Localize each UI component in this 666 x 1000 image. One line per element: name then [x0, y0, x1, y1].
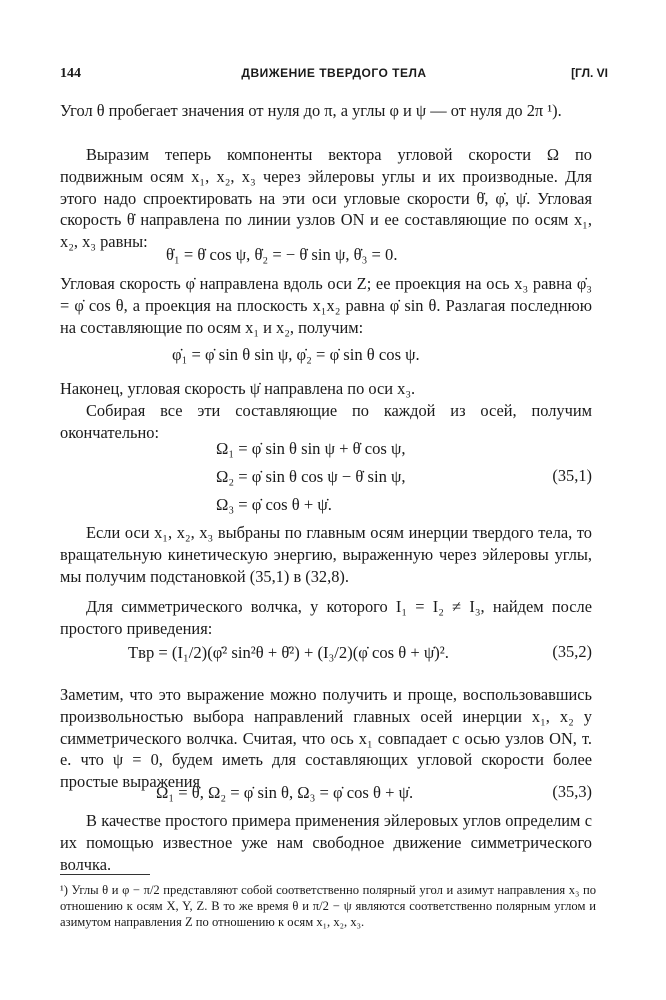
equation-kinetic-energy: Tвр = (I₁/2)(φ̇² sin²θ + θ̇²) + (I₃/2)(φ̇ cos θ + ψ̇)². — [128, 643, 449, 662]
footnote-rule — [60, 874, 150, 875]
paragraph-3: Угловая скорость φ̇ направлена вдоль оси Z; ее проекция на ось x₃ равна φ̇₃ = φ̇ cos θ, а проекция на плоскость x₁x₂ равна φ̇ sin θ. Разлагая последнюю на составляющие по осям x₁ и x₂, получим: — [60, 274, 592, 337]
equation-omega2: Ω₂ = φ̇ sin θ cos ψ − θ̇ sin ψ, — [216, 467, 406, 486]
equation-number-35-2: (35,2) — [552, 642, 592, 661]
paragraph-8: Заметим, что это выражение можно получить и проще, воспользовавшись произвольностью выбора направлений главных осей инерции x₁, x₂ у симметрического волчка. Считая, что ось x₁ совпадает с осью узлов ON, т. е. что ψ = 0, будем иметь для составляющих угловой скорости более простые выражения — [60, 685, 592, 792]
equation-omega3: Ω₃ = φ̇ cos θ + ψ̇. — [216, 495, 332, 514]
running-header — [60, 66, 608, 86]
equation-omega1: Ω₁ = φ̇ sin θ sin ψ + θ̇ cos ψ, — [216, 439, 406, 458]
chapter-title: ДВИЖЕНИЕ ТВЕРДОГО ТЕЛА — [241, 66, 427, 80]
page-number: 144 — [60, 66, 81, 81]
paragraph-5: Собирая все эти составляющие по каждой из осей, получим окончательно: — [60, 401, 592, 442]
paragraph-7: Для симметрического волчка, у которого I₁ = I₂ ≠ I₃, найдем после простого приведения: — [60, 597, 592, 638]
paragraph-2: Выразим теперь компоненты вектора угловой скорости Ω по подвижным осям x₁, x₂, x₃ через эйлеровы углы и их производные. Для этого надо спроектировать на эти оси угловые скорости θ̇, φ̇, ψ̇. Угловая скорость θ̇ направлена по линии узлов ON и ее составляющие по осям x₁, x₂, x₃ равны: — [60, 145, 592, 252]
equation-theta-components: θ̇₁ = θ̇ cos ψ, θ̇₂ = − θ̇ sin ψ, θ̇₃ = 0. — [166, 245, 398, 264]
equation-number-35-3: (35,3) — [552, 782, 592, 801]
paragraph-1: Угол θ пробегает значения от нуля до π, а углы φ и ψ — от нуля до 2π ¹). — [60, 101, 562, 120]
equation-number-35-1: (35,1) — [552, 466, 592, 485]
equation-phi-components: φ̇₁ = φ̇ sin θ sin ψ, φ̇₂ = φ̇ sin θ cos ψ. — [172, 345, 420, 364]
paragraph-9: В качестве простого примера применения эйлеровых углов определим с их помощью известное уже нам свободное движение симметрического волчка. — [60, 811, 592, 874]
chapter-label: [ГЛ. VI — [571, 66, 608, 80]
footnote: ¹) Углы θ и φ − π/2 представляют собой соответственно полярный угол и азимут направления x₃ по отношению к осям X, Y, Z. В то же время θ и π/2 − ψ являются соответственно полярным углом и азимутом направления Z по отношению к осям x₁, x₂, x₃. — [60, 883, 596, 929]
paragraph-6: Если оси x₁, x₂, x₃ выбраны по главным осям инерции твердого тела, то вращательную кинетическую энергию, выраженную через эйлеровы углы, мы получим подстановкой (35,1) в (32,8). — [60, 523, 592, 586]
equation-simple-omega: Ω₁ = θ̇, Ω₂ = φ̇ sin θ, Ω₃ = φ̇ cos θ + ψ̇. — [156, 783, 414, 802]
paragraph-4: Наконец, угловая скорость ψ̇ направлена по оси x₃. — [60, 379, 416, 398]
